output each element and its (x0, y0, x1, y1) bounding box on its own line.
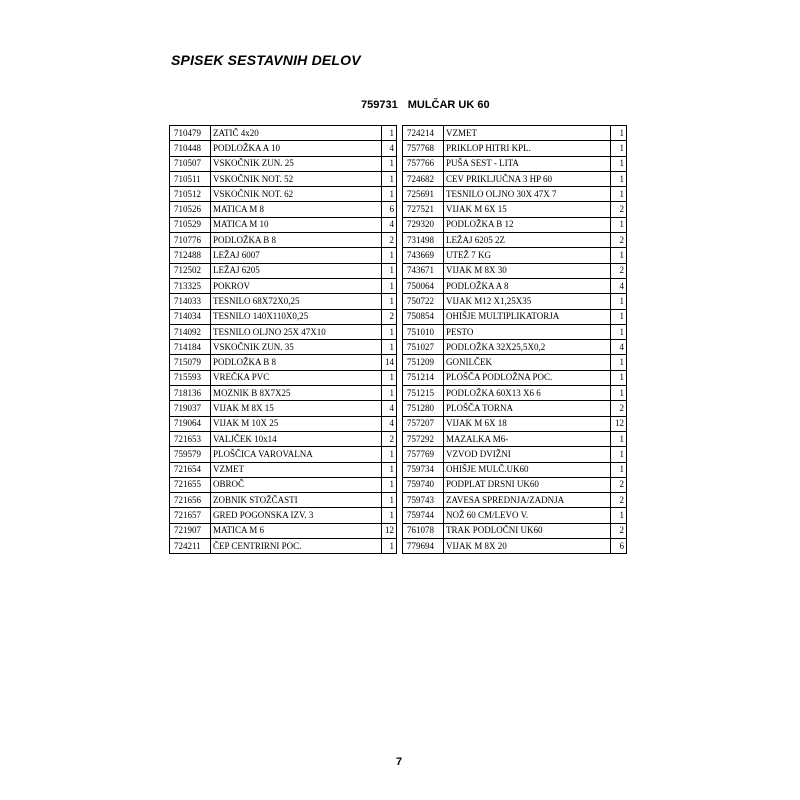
part-code: 759734 (403, 462, 444, 477)
part-code: 721655 (170, 477, 211, 492)
part-code: 719037 (170, 401, 211, 416)
table-row (170, 309, 397, 324)
part-quantity: 1 (611, 217, 627, 232)
table-row (170, 416, 397, 431)
part-name: ZOBNIK STOŽČASTI (211, 493, 382, 508)
part-code: 715079 (170, 355, 211, 370)
part-quantity: 1 (382, 171, 397, 186)
table-row (170, 477, 397, 492)
table-row (403, 462, 627, 477)
part-name: MATICA M 10 (211, 217, 382, 232)
model-code: 759731 (361, 99, 398, 111)
part-code: 757766 (403, 156, 444, 171)
part-quantity: 2 (611, 523, 627, 538)
part-name: VSKOČNIK ZUN. 35 (211, 340, 382, 355)
part-name: PODLOŽKA B 8 (211, 233, 382, 248)
part-code: 721653 (170, 431, 211, 446)
part-quantity: 1 (611, 386, 627, 401)
part-code: 714092 (170, 324, 211, 339)
part-quantity: 2 (382, 233, 397, 248)
table-row (403, 370, 627, 385)
part-code: 721657 (170, 508, 211, 523)
part-code: 712488 (170, 248, 211, 263)
table-row (170, 355, 397, 370)
part-quantity: 2 (611, 202, 627, 217)
part-name: TESNILO OLJNO 30X 47X 7 (444, 187, 611, 202)
part-quantity: 1 (382, 294, 397, 309)
table-row (403, 187, 627, 202)
part-name: OHIŠJE MULČ.UK60 (444, 462, 611, 477)
part-quantity: 1 (382, 187, 397, 202)
table-row (403, 126, 627, 141)
table-row (403, 431, 627, 446)
part-code: 751010 (403, 324, 444, 339)
part-code: 750854 (403, 309, 444, 324)
part-name: PUŠA SEST - LITA (444, 156, 611, 171)
part-name: PLOŠČA TORNA (444, 401, 611, 416)
part-name: GRED POGONSKA IZV. 3 (211, 508, 382, 523)
part-name: VALJČEK 10x14 (211, 431, 382, 446)
part-quantity: 1 (382, 462, 397, 477)
parts-table-right-body (403, 126, 627, 554)
table-row (170, 462, 397, 477)
table-row (403, 309, 627, 324)
part-code: 725691 (403, 187, 444, 202)
part-code: 727521 (403, 202, 444, 217)
part-code: 759743 (403, 493, 444, 508)
part-name: PODLOŽKA B 12 (444, 217, 611, 232)
part-code: 710529 (170, 217, 211, 232)
part-quantity: 2 (611, 401, 627, 416)
part-name: VIJAK M12 X1,25X35 (444, 294, 611, 309)
part-quantity: 1 (611, 248, 627, 263)
part-quantity: 1 (611, 355, 627, 370)
table-row (403, 156, 627, 171)
part-name: NOŽ 60 CM/LEVO V. (444, 508, 611, 523)
part-code: 757292 (403, 431, 444, 446)
part-name: PRIKLOP HITRI KPL. (444, 141, 611, 156)
part-quantity: 1 (611, 126, 627, 141)
part-quantity: 1 (382, 447, 397, 462)
table-row (170, 401, 397, 416)
part-quantity: 2 (382, 431, 397, 446)
part-code: 724214 (403, 126, 444, 141)
table-row (403, 141, 627, 156)
part-code: 759740 (403, 477, 444, 492)
part-quantity: 1 (382, 508, 397, 523)
table-row (170, 187, 397, 202)
part-name: OHIŠJE MULTIPLIKATORJA (444, 309, 611, 324)
table-row (403, 324, 627, 339)
part-quantity: 1 (382, 539, 397, 554)
table-row (170, 171, 397, 186)
table-row (170, 156, 397, 171)
part-code: 715593 (170, 370, 211, 385)
part-quantity: 4 (382, 217, 397, 232)
part-quantity: 1 (382, 340, 397, 355)
part-name: PODLOŽKA B 8 (211, 355, 382, 370)
part-quantity: 1 (611, 156, 627, 171)
parts-list (169, 125, 627, 554)
part-quantity: 6 (611, 539, 627, 554)
part-code: 714034 (170, 309, 211, 324)
part-name: PLOŠČA PODLOŽNA POC. (444, 370, 611, 385)
part-quantity: 2 (611, 477, 627, 492)
table-row (403, 233, 627, 248)
table-row (403, 248, 627, 263)
part-code: 710526 (170, 202, 211, 217)
part-name: TESNILO 140X110X0,25 (211, 309, 382, 324)
part-quantity: 1 (382, 324, 397, 339)
part-name: PODLOŽKA 60X13 X6 6 (444, 386, 611, 401)
part-quantity: 1 (611, 462, 627, 477)
part-quantity: 2 (382, 309, 397, 324)
table-row (170, 340, 397, 355)
table-row (170, 324, 397, 339)
part-quantity: 1 (382, 248, 397, 263)
part-code: 751280 (403, 401, 444, 416)
part-name: PLOŠČICA VAROVALNA (211, 447, 382, 462)
part-code: 759579 (170, 447, 211, 462)
part-name: VSKOČNIK NOT. 52 (211, 171, 382, 186)
model-name: MULČAR UK 60 (407, 99, 490, 111)
table-row (170, 263, 397, 278)
part-quantity: 1 (611, 294, 627, 309)
table-row (403, 523, 627, 538)
part-name: PESTO (444, 324, 611, 339)
part-name: PODLOŽKA A 10 (211, 141, 382, 156)
part-quantity: 1 (382, 263, 397, 278)
part-code: 751027 (403, 340, 444, 355)
part-quantity: 1 (382, 278, 397, 293)
part-name: PODLOŽKA A 8 (444, 278, 611, 293)
part-quantity: 1 (382, 386, 397, 401)
part-quantity: 1 (611, 309, 627, 324)
part-code: 710512 (170, 187, 211, 202)
part-name: CEV PRIKLJUČNA 3 HP 60 (444, 171, 611, 186)
table-row (403, 278, 627, 293)
part-name: ZAVESA SPREDNJA/ZADNJA (444, 493, 611, 508)
table-row (170, 386, 397, 401)
table-row (403, 493, 627, 508)
part-code: 757768 (403, 141, 444, 156)
part-code: 710776 (170, 233, 211, 248)
part-code: 743671 (403, 263, 444, 278)
table-row (170, 202, 397, 217)
part-quantity: 1 (382, 477, 397, 492)
part-name: VIJAK M 6X 18 (444, 416, 611, 431)
part-name: TRAK PODLOČNI UK60 (444, 523, 611, 538)
table-row (170, 217, 397, 232)
table-row (170, 248, 397, 263)
table-row (403, 263, 627, 278)
table-row (170, 493, 397, 508)
part-code: 757207 (403, 416, 444, 431)
part-code: 751209 (403, 355, 444, 370)
table-row (170, 294, 397, 309)
part-name: VSKOČNIK ZUN. 25 (211, 156, 382, 171)
model-heading (361, 99, 490, 111)
part-name: VIJAK M 8X 30 (444, 263, 611, 278)
table-row (403, 447, 627, 462)
part-quantity: 2 (611, 233, 627, 248)
part-name: VZVOD DVIŽNI (444, 447, 611, 462)
table-row (170, 447, 397, 462)
part-name: MATICA M 6 (211, 523, 382, 538)
part-quantity: 1 (382, 156, 397, 171)
table-row (403, 508, 627, 523)
part-quantity: 1 (611, 141, 627, 156)
part-code: 719064 (170, 416, 211, 431)
part-name: MOZNIK B 8X7X25 (211, 386, 382, 401)
part-name: PODPLAT DRSNI UK60 (444, 477, 611, 492)
part-name: MAZALKA M6- (444, 431, 611, 446)
table-row (170, 233, 397, 248)
part-quantity: 1 (611, 431, 627, 446)
part-quantity: 1 (611, 324, 627, 339)
table-row (403, 355, 627, 370)
part-name: TESNILO 68X72X0,25 (211, 294, 382, 309)
part-name: TESNILO OLJNO 25X 47X10 (211, 324, 382, 339)
part-code: 718136 (170, 386, 211, 401)
table-row (403, 294, 627, 309)
part-quantity: 1 (611, 508, 627, 523)
part-name: VZMET (211, 462, 382, 477)
table-row (170, 523, 397, 538)
part-quantity: 4 (382, 141, 397, 156)
part-quantity: 4 (382, 401, 397, 416)
part-quantity: 12 (382, 523, 397, 538)
part-code: 757769 (403, 447, 444, 462)
page-number: 7 (396, 756, 403, 768)
part-quantity: 6 (382, 202, 397, 217)
part-name: VSKOČNIK NOT. 62 (211, 187, 382, 202)
part-quantity: 1 (611, 447, 627, 462)
part-name: VZMET (444, 126, 611, 141)
table-row (403, 386, 627, 401)
table-row (170, 126, 397, 141)
part-quantity: 4 (611, 278, 627, 293)
part-quantity: 14 (382, 355, 397, 370)
part-code: 721654 (170, 462, 211, 477)
table-row (403, 401, 627, 416)
part-code: 759744 (403, 508, 444, 523)
part-code: 710479 (170, 126, 211, 141)
parts-table-left-body (170, 126, 397, 554)
part-code: 714184 (170, 340, 211, 355)
table-row (170, 370, 397, 385)
part-quantity: 1 (382, 126, 397, 141)
part-name: PODLOŽKA 32X25,5X0,2 (444, 340, 611, 355)
part-name: LEŽAJ 6205 2Z (444, 233, 611, 248)
part-name: VIJAK M 6X 15 (444, 202, 611, 217)
part-code: 729320 (403, 217, 444, 232)
part-code: 721907 (170, 523, 211, 538)
part-name: VREČKA PVC (211, 370, 382, 385)
part-name: VIJAK M 8X 15 (211, 401, 382, 416)
part-name: ČEP CENTRIRNI POC. (211, 539, 382, 554)
part-quantity: 4 (611, 340, 627, 355)
document-title: SPISEK SESTAVNIH DELOV (171, 52, 361, 68)
table-row (170, 539, 397, 554)
part-quantity: 1 (382, 370, 397, 385)
table-row (170, 431, 397, 446)
part-code: 721656 (170, 493, 211, 508)
part-code: 712502 (170, 263, 211, 278)
part-name: UTEŽ 7 KG (444, 248, 611, 263)
part-quantity: 12 (611, 416, 627, 431)
parts-table-right (402, 125, 627, 554)
part-quantity: 1 (611, 171, 627, 186)
table-row (403, 340, 627, 355)
part-code: 743669 (403, 248, 444, 263)
table-row (403, 416, 627, 431)
part-code: 710511 (170, 171, 211, 186)
part-quantity: 1 (611, 370, 627, 385)
part-code: 714033 (170, 294, 211, 309)
part-name: GONILČEK (444, 355, 611, 370)
part-name: MATICA M 8 (211, 202, 382, 217)
part-name: OBROČ (211, 477, 382, 492)
part-code: 779694 (403, 539, 444, 554)
table-row (403, 171, 627, 186)
table-row (403, 477, 627, 492)
part-code: 710507 (170, 156, 211, 171)
part-code: 751215 (403, 386, 444, 401)
part-quantity: 4 (382, 416, 397, 431)
table-row (170, 141, 397, 156)
table-row (170, 508, 397, 523)
part-name: LEŽAJ 6007 (211, 248, 382, 263)
part-code: 750722 (403, 294, 444, 309)
part-code: 750064 (403, 278, 444, 293)
part-name: POKROV (211, 278, 382, 293)
parts-table-left (169, 125, 397, 554)
part-name: LEŽAJ 6205 (211, 263, 382, 278)
part-code: 761078 (403, 523, 444, 538)
table-row (403, 539, 627, 554)
part-name: VIJAK M 10X 25 (211, 416, 382, 431)
part-name: ZATIČ 4x20 (211, 126, 382, 141)
part-code: 731498 (403, 233, 444, 248)
table-row (403, 217, 627, 232)
part-code: 724211 (170, 539, 211, 554)
part-name: VIJAK M 8X 20 (444, 539, 611, 554)
part-code: 710448 (170, 141, 211, 156)
part-quantity: 1 (611, 187, 627, 202)
part-code: 751214 (403, 370, 444, 385)
part-code: 724682 (403, 171, 444, 186)
part-quantity: 1 (382, 493, 397, 508)
table-row (170, 278, 397, 293)
table-row (403, 202, 627, 217)
part-quantity: 2 (611, 263, 627, 278)
part-quantity: 2 (611, 493, 627, 508)
part-code: 713325 (170, 278, 211, 293)
